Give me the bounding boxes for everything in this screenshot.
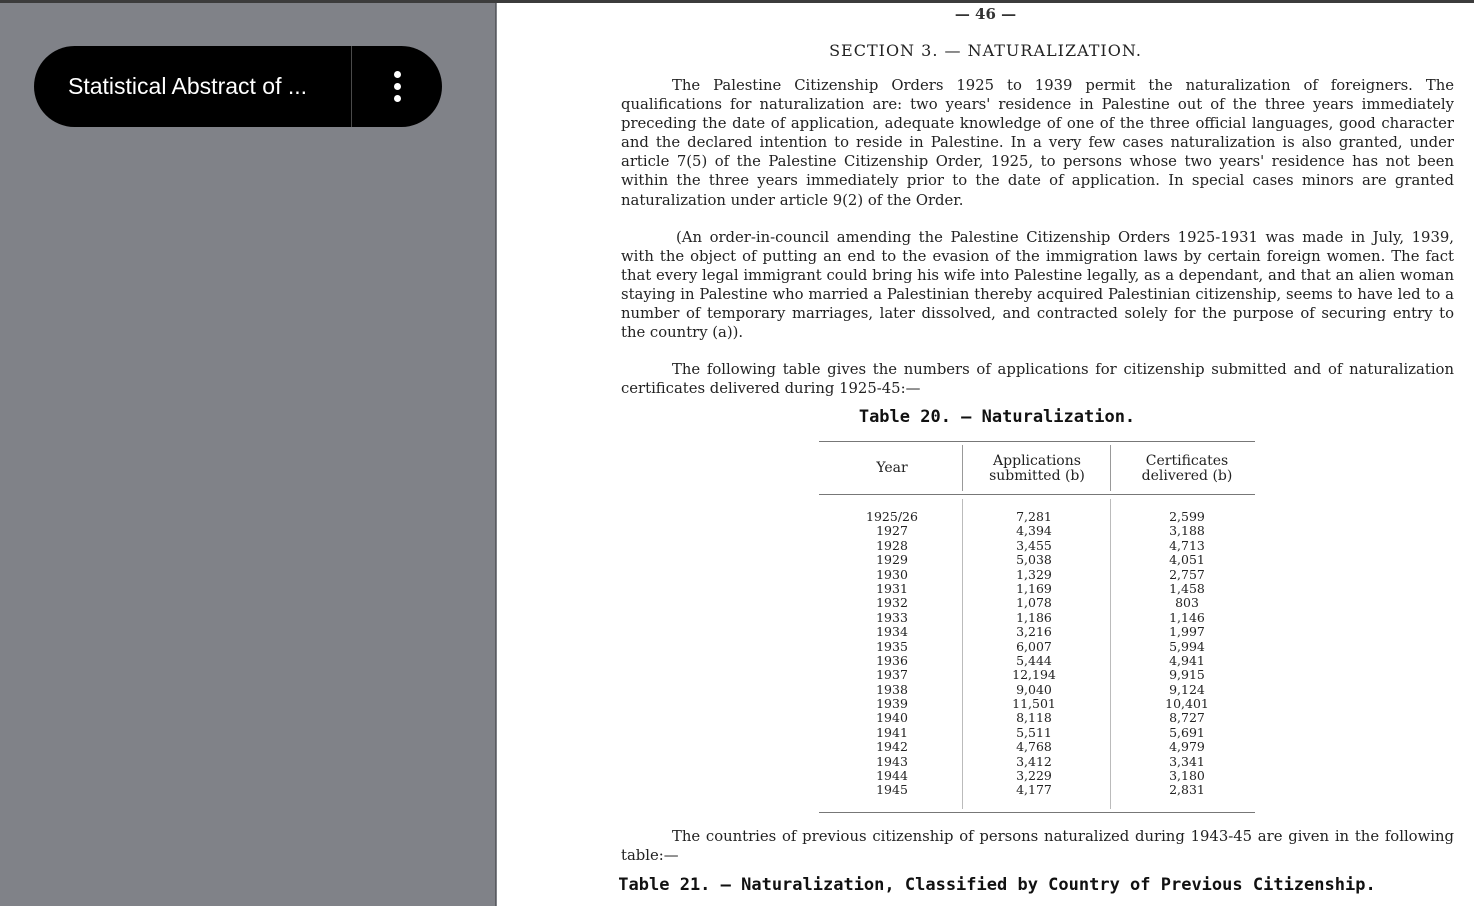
table-cell-certificates: 1,997 — [1169, 624, 1205, 640]
year-column — [852, 510, 932, 798]
document-title[interactable]: Statistical Abstract of ... — [68, 73, 308, 99]
table-cell-applications: 3,455 — [1016, 537, 1052, 553]
more-vert-icon — [394, 71, 401, 102]
table-cell-applications: 4,394 — [1016, 523, 1052, 539]
table-cell-certificates: 2,599 — [1169, 509, 1205, 524]
table-cell-year: 1931 — [876, 580, 908, 596]
table-cell-applications: 8,118 — [1016, 710, 1052, 726]
table-cell-certificates: 9,124 — [1169, 681, 1205, 697]
table-cell-year: 1942 — [876, 739, 908, 755]
header-certificates-line2: delivered (b) — [1141, 468, 1233, 484]
table21-caption: Table 21. — Naturalization, Classified by Country of Previous Citizenship. — [618, 875, 1376, 895]
table-bottom-rule — [819, 812, 1255, 813]
header-applications-line2: submitted (b) — [989, 468, 1085, 484]
paragraph-countries-intro: The countries of previous citizenship of persons naturalized during 1943-45 are given in the following table:— — [621, 828, 1454, 865]
table-cell-applications: 4,768 — [1016, 739, 1052, 755]
table-header-rule — [819, 494, 1255, 495]
document-page[interactable] — [497, 3, 1474, 906]
table-cell-certificates: 3,188 — [1169, 523, 1205, 539]
table-top-rule — [819, 441, 1255, 442]
paragraph-qualifications: The Palestine Citizenship Orders 1925 to 1939 permit the naturalization of foreigners. The qualifications for naturalization are: two years' residence in Palestine out of the three years immediately preceding the date of application, adequate knowledge of one of the three official languages, good character and the declared intention to reside in Palestine. In a very few cases naturalization is also granted, under article 7(5) of the Palestine Citizenship Order, 1925, to persons whose two years' residence has not been within the three years immediately prior to the date of application. In special cases minors are granted naturalization under article 9(2) of the Order. — [621, 77, 1454, 209]
table-cell-year: 1939 — [876, 696, 908, 712]
table-cell-applications: 12,194 — [1012, 667, 1056, 683]
table-cell-year: 1934 — [876, 624, 908, 640]
table-cell-year: 1943 — [876, 753, 908, 769]
table-cell-applications: 1,186 — [1016, 609, 1052, 625]
table-cell-applications: 1,078 — [1016, 595, 1052, 611]
table-cell-certificates: 2,831 — [1169, 782, 1205, 798]
table-cell-certificates: 5,691 — [1169, 724, 1205, 740]
table-cell-applications: 3,216 — [1016, 624, 1052, 640]
header-year: Year — [876, 460, 908, 476]
table-cell-certificates: 3,180 — [1169, 768, 1205, 784]
table-cell-certificates: 8,727 — [1169, 710, 1205, 726]
more-options-button[interactable] — [352, 46, 442, 127]
table-cell-certificates: 2,757 — [1169, 566, 1205, 582]
table-cell-applications: 3,229 — [1016, 768, 1052, 784]
table-cell-year: 1936 — [876, 652, 908, 668]
table-cell-certificates: 1,146 — [1169, 609, 1205, 625]
table-cell-certificates: 4,051 — [1169, 552, 1205, 568]
viewer-side-panel — [0, 3, 496, 906]
table-cell-applications: 6,007 — [1016, 638, 1052, 654]
table-cell-certificates: 803 — [1175, 595, 1199, 611]
table-cell-certificates: 4,979 — [1169, 739, 1205, 755]
table-cell-year: 1932 — [876, 595, 908, 611]
table-cell-applications: 9,040 — [1016, 681, 1052, 697]
table-cell-year: 1935 — [876, 638, 908, 654]
table-cell-year: 1937 — [876, 667, 908, 683]
table-cell-year: 1938 — [876, 681, 908, 697]
table-cell-applications: 4,177 — [1016, 782, 1052, 798]
section-heading: SECTION 3. — NATURALIZATION. — [829, 41, 1142, 60]
col-divider — [1110, 445, 1111, 491]
col-divider — [962, 445, 963, 491]
table-cell-certificates: 4,713 — [1169, 537, 1205, 553]
table-cell-applications: 7,281 — [1016, 509, 1052, 524]
table-cell-certificates: 1,458 — [1169, 580, 1205, 596]
col-divider — [1110, 499, 1111, 809]
table-cell-applications: 5,511 — [1016, 724, 1052, 740]
header-certificates — [1117, 454, 1257, 484]
table-cell-certificates: 9,915 — [1169, 667, 1205, 683]
table-cell-year: 1928 — [876, 537, 908, 553]
certificates-column — [1117, 510, 1257, 798]
table-cell-year: 1925/26 — [866, 509, 918, 524]
page-number: — 46 — — [954, 5, 1017, 23]
paragraph-table-intro: The following table gives the numbers of applications for citizenship submitted and of naturalization certificates delivered during 1925-45:— — [621, 361, 1454, 398]
paragraph-order-in-council: (An order-in-council amending the Palestine Citizenship Orders 1925-1931 was made in July, 1939, with the object of putting an end to the evasion of the immigration laws by certain foreign women. The fact that every legal immigrant could bring his wife into Palestine legally, as a dependant, and that an alien woman staying in Palestine who married a Palestinian thereby acquired Palestinian citizenship, seems to have led to a number of temporary marriages, later dissolved, and contracted solely for the purpose of securing entry to the country (a)). — [621, 229, 1454, 342]
table-cell-certificates: 10,401 — [1165, 696, 1209, 712]
table20-caption: Table 20. — Naturalization. — [858, 407, 1136, 427]
table-cell-applications: 3,412 — [1016, 753, 1052, 769]
table-cell-applications: 1,329 — [1016, 566, 1052, 582]
table-cell-year: 1929 — [876, 552, 908, 568]
table-cell-year: 1945 — [876, 782, 908, 798]
table-cell-year: 1941 — [876, 724, 908, 740]
header-applications-line1: Applications — [993, 453, 1081, 469]
table-cell-certificates: 5,994 — [1169, 638, 1205, 654]
header-certificates-line1: Certificates — [1145, 453, 1229, 469]
table-cell-year: 1933 — [876, 609, 908, 625]
naturalization-table — [817, 441, 1257, 813]
table-cell-applications: 5,038 — [1016, 552, 1052, 568]
table-cell-applications: 1,169 — [1016, 580, 1052, 596]
table-cell-applications: 5,444 — [1016, 652, 1052, 668]
table-cell-year: 1927 — [876, 523, 908, 539]
table-cell-year: 1940 — [876, 710, 908, 726]
table-cell-applications: 11,501 — [1012, 696, 1056, 712]
applications-column — [969, 510, 1099, 798]
table-cell-year: 1930 — [876, 566, 908, 582]
header-applications — [969, 454, 1105, 484]
table-cell-certificates: 3,341 — [1169, 753, 1205, 769]
document-title-pill — [34, 46, 442, 127]
col-divider — [962, 499, 963, 809]
table-cell-year: 1944 — [876, 768, 908, 784]
table-cell-certificates: 4,941 — [1169, 652, 1205, 668]
